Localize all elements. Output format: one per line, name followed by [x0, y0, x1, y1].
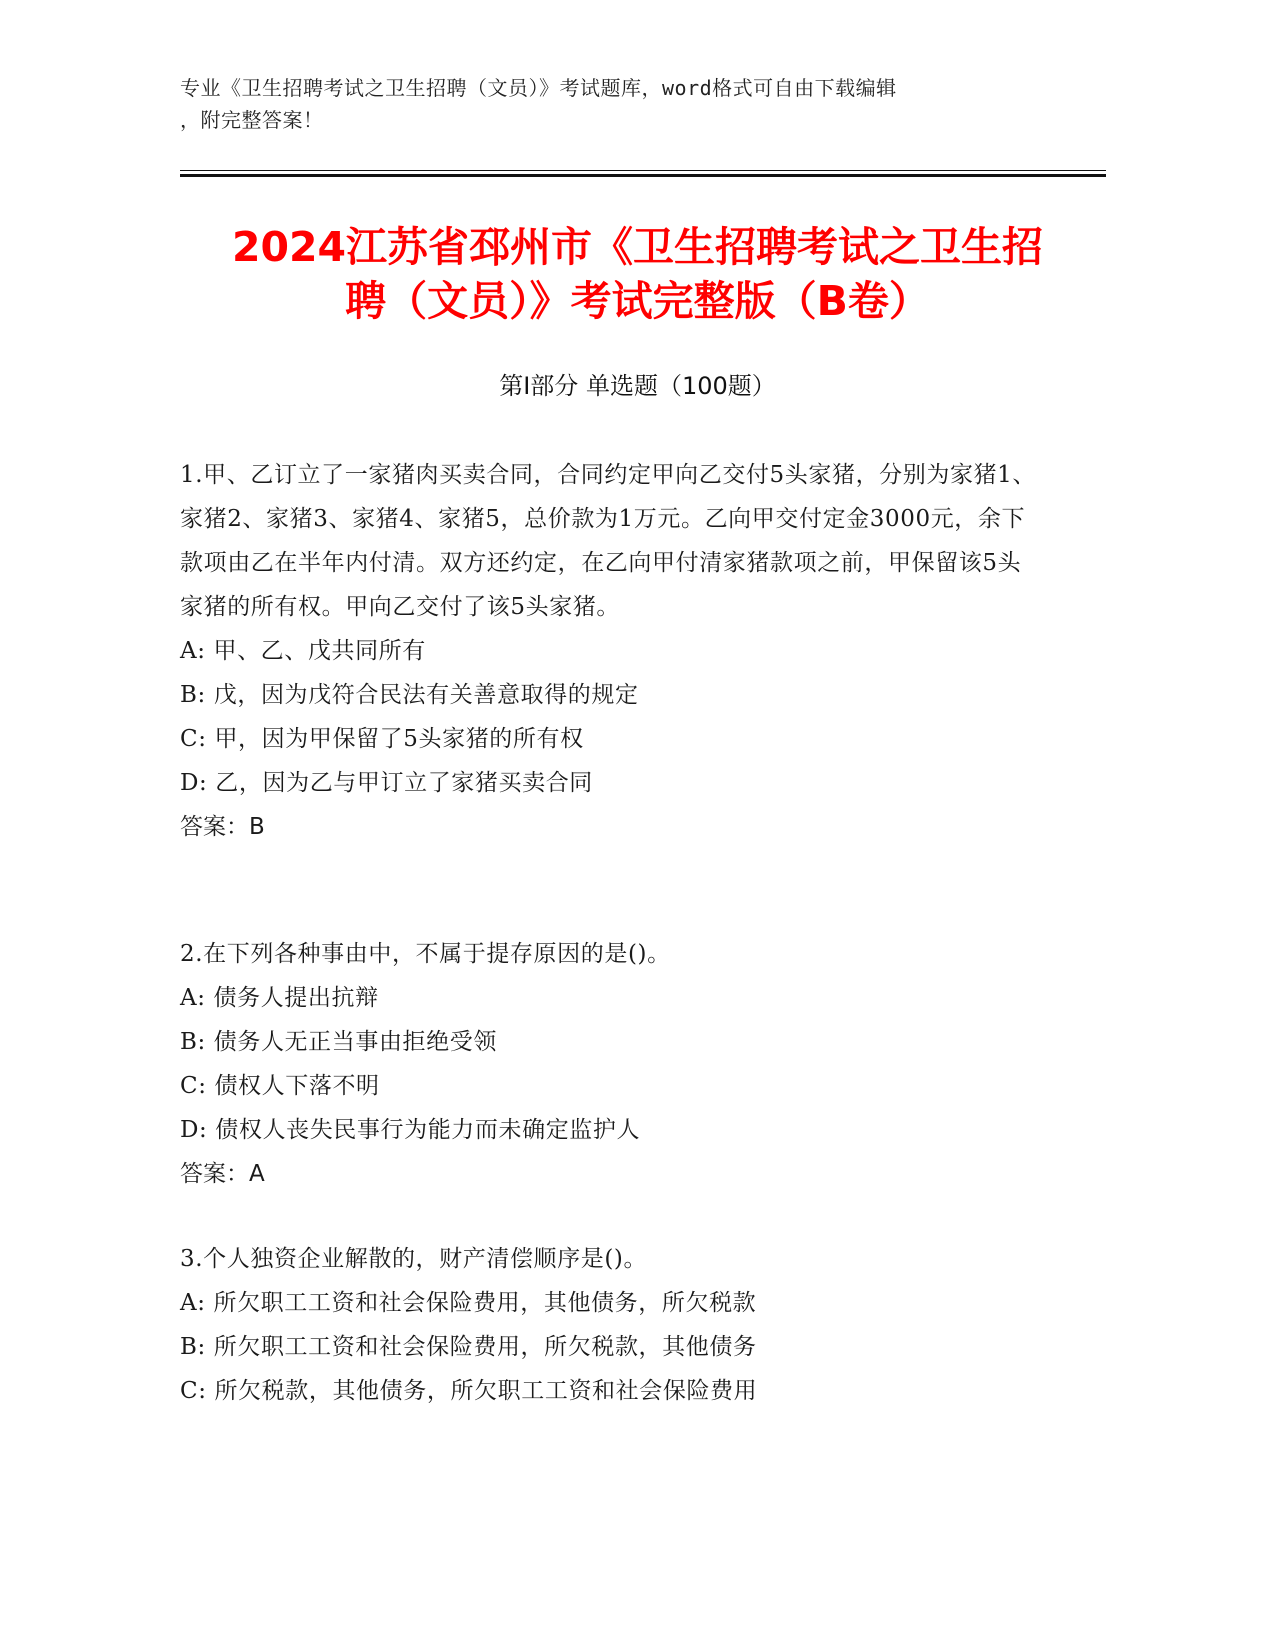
answer: 答案：A — [180, 1161, 265, 1187]
option-d: D: 乙，因为乙与甲订立了家猪买卖合同 — [180, 770, 593, 796]
option-a: A: 债务人提出抗辩 — [180, 985, 379, 1011]
header-rule-thick — [180, 174, 1106, 177]
question-2 — [180, 932, 1040, 1196]
question-stem: 3.个人独资企业解散的，财产清偿顺序是()。 — [180, 1246, 648, 1272]
question-stem: 1.甲、乙订立了一家猪肉买卖合同，合同约定甲向乙交付5头家猪，分别为家猪1、家猪2、家猪3、家猪4、家猪5，总价款为1万元。乙向甲交付定金3000元，余下款项由乙在半年内付清。双方还约定，在乙向甲付清家猪款项之前，甲保留该5头家猪的所有权。甲向乙交付了该5头家猪。 — [180, 462, 1037, 620]
option-b: B: 戊，因为戊符合民法有关善意取得的规定 — [180, 682, 639, 708]
option-d: D: 债权人丧失民事行为能力而未确定监护人 — [180, 1117, 641, 1143]
document-title-line-2: 聘（文员）》考试完整版（B卷） — [345, 277, 930, 325]
option-c: C: 甲，因为甲保留了5头家猪的所有权 — [180, 726, 584, 752]
option-c: C: 债权人下落不明 — [180, 1073, 380, 1099]
header-note-line-1: 专业《卫生招聘考试之卫生招聘（文员）》考试题库，word格式可自由下载编辑 — [180, 76, 897, 100]
option-c: C: 所欠税款，其他债务，所欠职工工资和社会保险费用 — [180, 1378, 758, 1404]
question-3 — [180, 1237, 1040, 1413]
section-heading: 第Ⅰ部分 单选题（100题） — [499, 372, 776, 400]
document-title — [150, 220, 1125, 328]
answer: 答案：B — [180, 814, 265, 840]
option-b: B: 所欠职工工资和社会保险费用，所欠税款，其他债务 — [180, 1334, 757, 1360]
option-a: A: 所欠职工工资和社会保险费用，其他债务，所欠税款 — [180, 1290, 757, 1316]
option-a: A: 甲、乙、戊共同所有 — [180, 638, 426, 664]
header-note — [180, 72, 1060, 136]
option-b: B: 债务人无正当事由拒绝受领 — [180, 1029, 497, 1055]
header-note-line-2: ，附完整答案！ — [180, 108, 324, 132]
question-1 — [180, 453, 1040, 849]
question-stem: 2.在下列各种事由中，不属于提存原因的是()。 — [180, 941, 671, 967]
document-title-line-1: 2024江苏省邳州市《卫生招聘考试之卫生招 — [231, 223, 1044, 271]
header-rule-thin — [180, 170, 1106, 171]
